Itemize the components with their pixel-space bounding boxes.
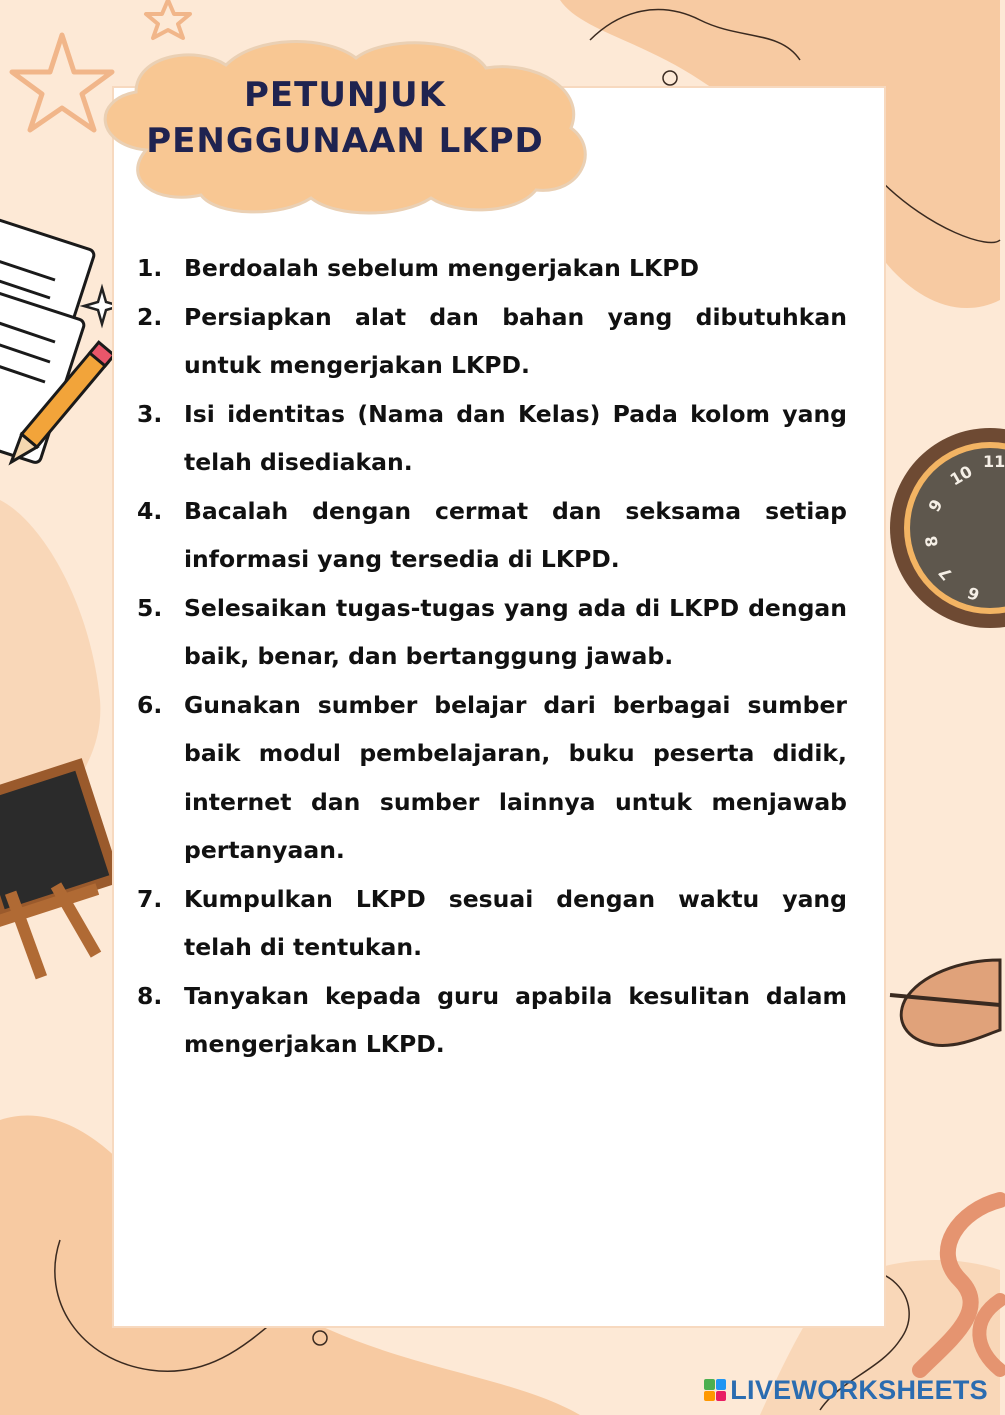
page-title-line-2: PENGGUNAAN LKPD [146,121,544,161]
liveworksheets-brand[interactable] [704,1375,988,1405]
page-title-line-1: PETUNJUK [243,75,446,115]
clock-number: 6 [965,582,983,605]
list-item-text: Kumpulkan LKPD sesuai dengan waktu yang telah di tentukan. [184,884,847,961]
clock-number: 9 [924,495,947,516]
list-item-text: Selesaikan tugas-tugas yang ada di LKPD dengan baik, benar, dan bertanggung jawab. [184,593,847,670]
list-item-number: 4. [137,496,163,525]
list-item [137,244,847,293]
liveworksheets-logo-icon [704,1379,726,1401]
clock-number: 8 [921,534,942,549]
list-item-number: 1. [137,254,163,282]
clock-number: 7 [934,563,957,584]
list-item-number: 3. [137,399,163,428]
list-item [137,972,847,1069]
page-title [110,72,580,164]
list-item [137,875,847,972]
list-item-number: 8. [137,981,163,1010]
list-item [137,487,847,584]
hand-pen-illustration [890,960,1000,1045]
list-item-number: 6. [137,690,163,719]
clock-number: 10 [946,461,976,490]
instructions-list [137,244,847,1069]
list-item [137,584,847,681]
dot-mark [663,71,677,85]
list-item-number: 2. [137,302,163,331]
list-item-text: Isi identitas (Nama dan Kelas) Pada kolom yang telah disediakan. [184,399,847,476]
list-item-number: 7. [137,884,163,913]
clock-number: 11 [983,452,1005,471]
list-item-text: Tanyakan kepada guru apabila kesulitan dalam mengerjakan LKPD. [184,981,847,1058]
list-item [137,390,847,487]
chalkboard-illustration [0,764,116,979]
list-item-text: Berdoalah sebelum mengerjakan LKPD [184,254,699,282]
list-item-number: 5. [137,593,163,622]
list-item [137,681,847,875]
brand-text: LIVEWORKSHEETS [730,1374,988,1405]
list-item-text: Bacalah dengan cermat dan seksama setiap informasi yang tersedia di LKPD. [184,496,847,573]
list-item-text: Gunakan sumber belajar dari berbagai sumber baik modul pembelajaran, buku peserta didik, internet dan sumber lainnya untuk menjawab pertanyaan. [184,690,847,864]
list-item-text: Persiapkan alat dan bahan yang dibutuhkan untuk mengerjakan LKPD. [184,302,847,379]
papers-pencil-illustration [0,216,114,469]
list-item [137,293,847,390]
